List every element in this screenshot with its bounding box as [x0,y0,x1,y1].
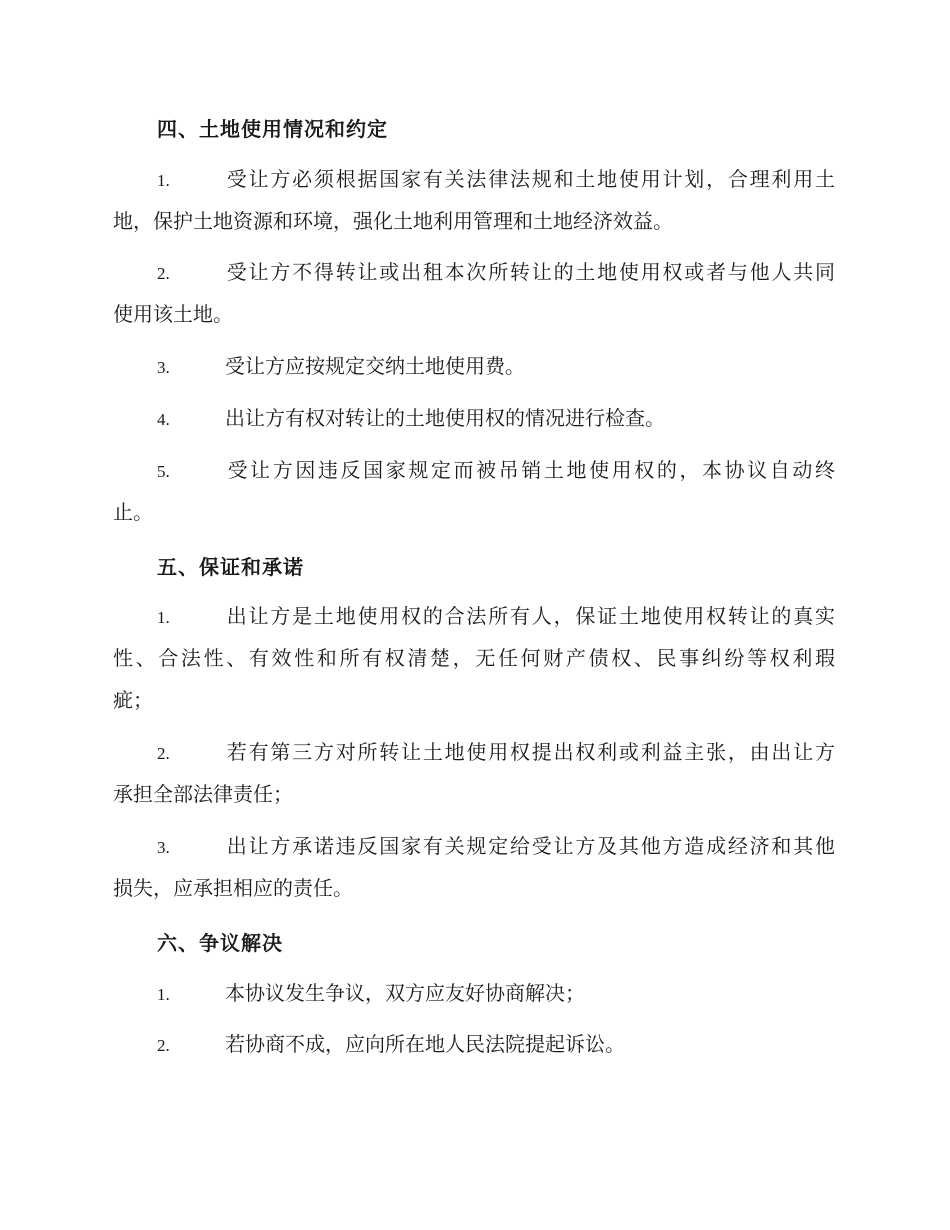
clause-line [113,345,835,387]
clause-line [113,449,835,491]
clause-item [113,972,835,1014]
clause-line [113,158,835,200]
clause-text: 受让方因违反国家规定而被吊销土地使用权的，本协议自动终 [225,458,835,482]
clause-number: 5. [157,462,170,481]
section-heading: 五、保证和承诺 [157,555,304,579]
clause-text: 出让方是土地使用权的合法所有人，保证土地使用权转让的真实 [225,604,835,628]
clause-text: 出让方承诺违反国家有关规定给受让方及其他方造成经济和其他 [225,834,835,858]
clause-text: 受让方应按规定交纳土地使用费。 [225,354,525,378]
clause-item [113,1023,835,1065]
clause-line: 地，保护土地资源和环境，强化土地利用管理和土地经济效益。 [113,209,673,233]
clause-line: 承担全部法律责任； [113,782,293,806]
clause-text: 若有第三方对所转让土地使用权提出权利或利益主张，由出让方 [225,740,835,764]
clause-item [113,158,835,242]
clause-number: 1. [157,608,170,627]
clause-item [113,397,835,439]
clause-number: 4. [157,410,170,429]
clause-text: 本协议发生争议，双方应友好协商解决； [225,981,585,1005]
clause-item [113,731,835,815]
clause-line [113,825,835,867]
clause-line: 止。 [113,500,153,524]
clause-line [113,731,835,773]
clause-text: 受让方必须根据国家有关法律法规和土地使用计划，合理利用土 [225,167,835,191]
clause-line [113,595,835,637]
clause-number: 1. [157,985,170,1004]
clause-item [113,345,835,387]
section-heading: 四、土地使用情况和约定 [157,117,388,141]
clause-line [113,251,835,293]
clause-number: 2. [157,1036,170,1055]
clause-line: 疵； [113,688,153,712]
clause-line: 性、合法性、有效性和所有权清楚，无任何财产债权、民事纠纷等权利瑕 [113,646,835,670]
clause-item [113,251,835,335]
clause-line: 使用该土地。 [113,302,233,326]
clause-line [113,397,835,439]
clause-item [113,825,835,909]
clause-number: 1. [157,171,170,190]
clause-line: 损失，应承担相应的责任。 [113,876,353,900]
clause-number: 3. [157,838,170,857]
section-heading: 六、争议解决 [157,931,283,955]
clause-text: 出让方有权对转让的土地使用权的情况进行检查。 [225,406,665,430]
clause-text: 受让方不得转让或出租本次所转让的土地使用权或者与他人共同 [225,260,835,284]
clause-line [113,1023,835,1065]
clause-item [113,449,835,533]
clause-item [113,595,835,721]
clause-number: 2. [157,744,170,763]
clause-number: 2. [157,264,170,283]
clause-text: 若协商不成，应向所在地人民法院提起诉讼。 [225,1032,625,1056]
clause-line [113,972,835,1014]
clause-number: 3. [157,358,170,377]
